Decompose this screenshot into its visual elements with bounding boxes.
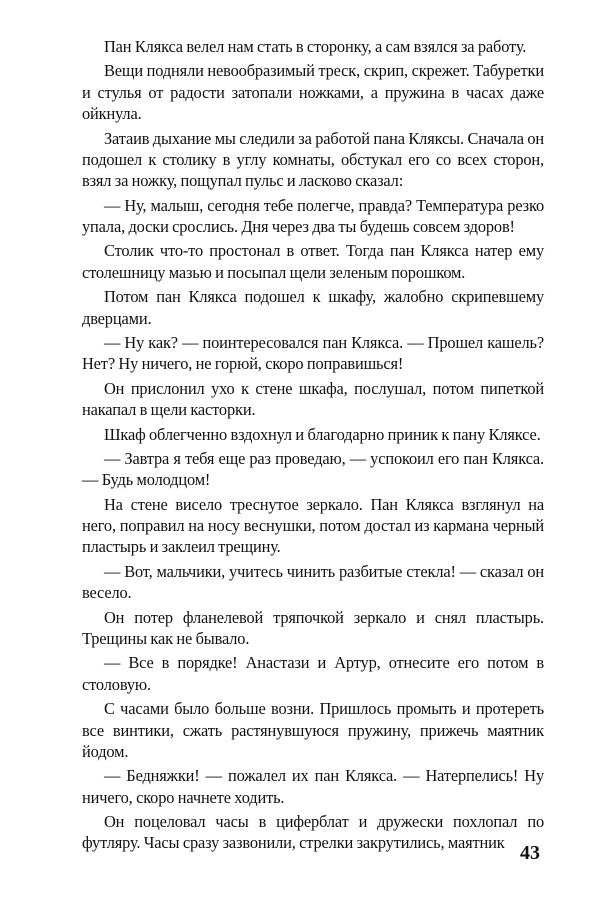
paragraph-17: Он поцеловал часы в циферблат и дружески похлопал по футляру. Часы сразу зазвонили, стрелки закрутились, маятник (82, 812, 544, 853)
paragraph-13: Он потер фланелевой тряпочкой зеркало и снял пластырь. Трещины как не бывало. (82, 607, 544, 648)
paragraph-16: — Бедняжки! — пожалел их пан Клякса. — Натерпелись! Ну ничего, скоро начнете ходить. (82, 766, 544, 807)
paragraph-11: На стене висело треснутое зеркало. Пан Клякса взглянул на него, поправил на носу веснушки, потом достал из кармана черный пластырь и заклеил трещину. (82, 494, 544, 557)
paragraph-14: — Все в порядке! Анастази и Артур, отнесите его потом в столовую. (82, 653, 544, 694)
paragraph-6: Потом пан Клякса подошел к шкафу, жалобно скрипевшему дверцами. (82, 287, 544, 328)
paragraph-12: — Вот, мальчики, учитесь чинить разбитые стекла! — сказал он весело. (82, 561, 544, 603)
paragraph-4: — Ну, малыш, сегодня тебе полегче, правда? Температура резко упала, доски срослись. Дня через два ты будешь совсем здоров! (82, 195, 544, 236)
page-text (82, 36, 544, 857)
paragraph-10: — Завтра я тебя еще раз проведаю, — успокоил его пан Клякса. — Будь молодцом! (82, 449, 544, 490)
paragraph-5: Столик что-то простонал в ответ. Тогда пан Клякса натер ему столешницу мазью и посыпал щели зеленым порошком. (82, 241, 544, 282)
paragraph-9: Шкаф облегченно вздохнул и благодарно приник к пану Кляксе. (104, 424, 541, 444)
paragraph-1: Пан Клякса велел нам стать в сторонку, а сам взялся за работу. (104, 37, 527, 56)
paragraph-7: — Ну как? — поинтересовался пан Клякса. — Прошел кашель? Нет? Ну ничего, не горюй, скоро поправишься! (82, 332, 544, 374)
page-number: 43 (520, 842, 540, 864)
paragraph-8: Он прислонил ухо к стене шкафа, послушал, потом пипеткой накапал в щели касторки. (82, 378, 544, 420)
paragraph-15: С часами было больше возни. Пришлось промыть и протереть все винтики, сжать растянувшуюся пружину, прижечь маятник йодом. (82, 699, 544, 761)
paragraph-2: Вещи подняли невообразимый треск, скрип, скрежет. Табуретки и стулья от радости затопали ножками, а пружина в часах даже ойкнула. (82, 61, 544, 124)
paragraph-3: Затаив дыхание мы следили за работой пана Кляксы. Сначала он подошел к столику в углу комнаты, обстукал его со всех сторон, взял за ножку, пощупал пульс и ласково сказал: (82, 128, 544, 191)
